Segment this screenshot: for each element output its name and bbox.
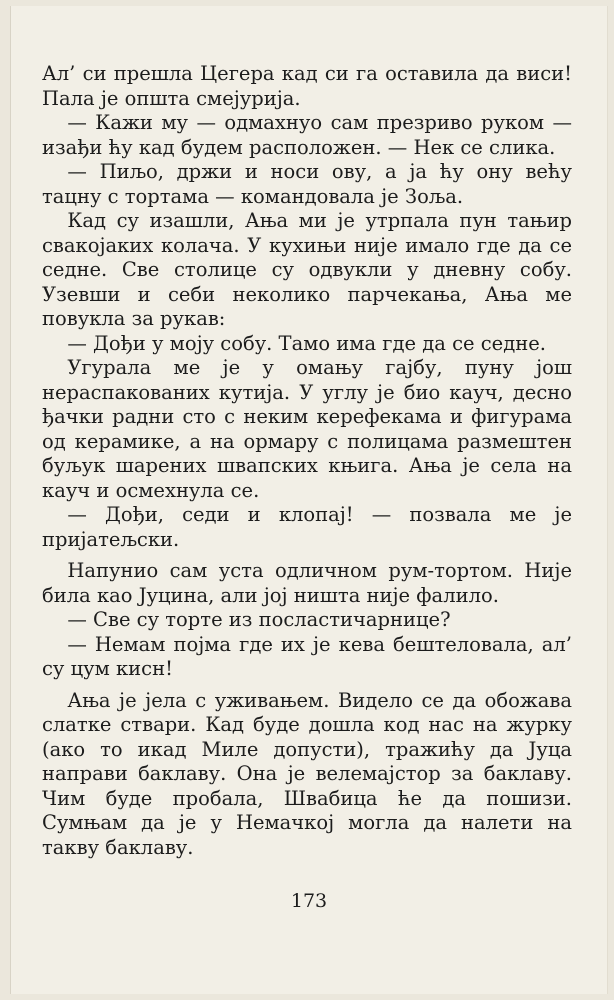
paragraph: — Дођи у моју собу. Тамо има где да се седне.	[67, 331, 546, 355]
paragraph: Кад су изашли, Ања ми је утрпала пун тањир свакојаких колача. У кухињи није имало где да се седне. Све столице су одвукли у дневну собу. Узевши и себи неколико парчекања, Ања ме повукла за рукав:	[42, 209, 572, 330]
page-number: 173	[290, 890, 328, 912]
book-page	[10, 6, 608, 994]
paragraph: Ања је јела с уживањем. Видело се да обожава слатке ствари. Кад буде дошла код нас на журку (ако то икад Миле допусти), тражићу да Јуца направи баклаву. Она је велемајстор за баклаву. Чим буде пробала, Швабица ће да пошизи. Сумњам да је у Немачкој могла да налети на такву баклаву.	[42, 688, 572, 859]
paragraph: — Немам појма где их је кева бештеловала, ал’ су цум кисн!	[42, 632, 572, 680]
paragraph: — Пиљо, држи и носи ову, а ја ћу ону већу тацну с тортама — командовала је Зоља.	[42, 160, 572, 208]
page-body	[42, 62, 572, 860]
paragraph: Напунио сам уста одличном рум-тортом. Није била као Јуцина, али јој ништа није фалило.	[42, 559, 572, 607]
paragraph: — Дођи, седи и клопај! — позвала ме је пријатељски.	[42, 503, 572, 551]
paragraph: — Кажи му — одмахнуо сам презриво руком — изађи ћу кад будем расположен. — Нек се слика.	[42, 111, 572, 159]
paragraph: Ал’ си прешла Цегера кад си га оставила да виси! Пала је општа смејурија.	[42, 62, 572, 110]
paragraph: — Све су торте из посластичарнице?	[67, 608, 451, 631]
paragraph: Угурала ме је у омању гајбу, пуну још нераспакованих кутија. У углу је био кауч, десно ђачки радни сто с неким керефекама и фигурама од керамике, а на ормару с полицама размештен буљук шарених швапских књига. Ања је села на кауч и осмехнула се.	[42, 356, 572, 502]
